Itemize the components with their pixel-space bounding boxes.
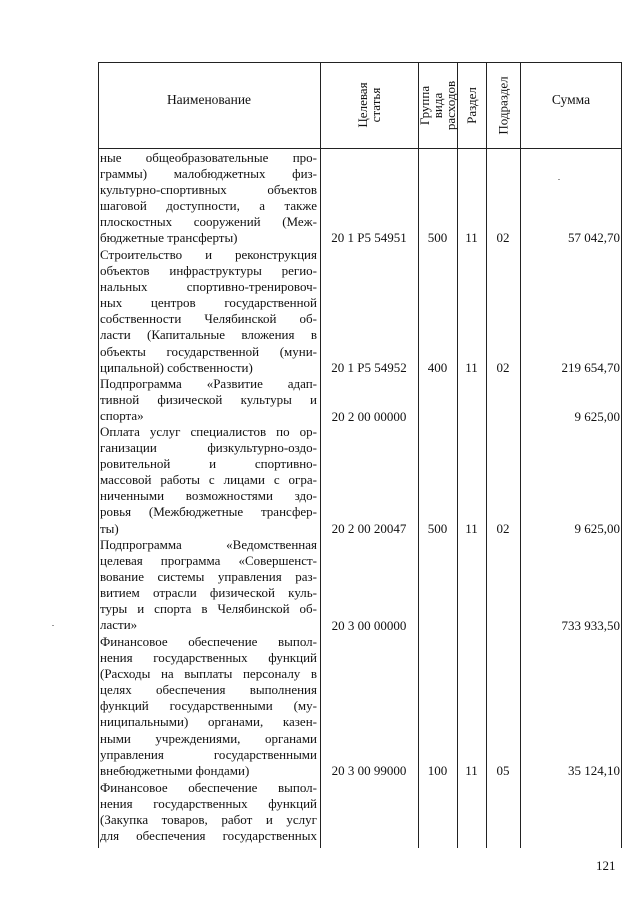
row-name bbox=[100, 634, 317, 779]
name-line: ниципальными) органами, казен- bbox=[100, 714, 317, 730]
name-line: бюджетные трансферты) bbox=[100, 230, 238, 246]
row-section: 11 bbox=[465, 521, 478, 536]
row-sum: 733 933,50 bbox=[561, 618, 620, 633]
name-line: нения государственных функций bbox=[100, 650, 317, 666]
name-line: Финансовое обеспечение выпол- bbox=[100, 634, 317, 649]
column-divider bbox=[320, 62, 321, 848]
row-subsection: 02 bbox=[496, 521, 510, 536]
row-expense-group: 500 bbox=[427, 230, 448, 245]
name-line: ганизации физкультурно-оздо- bbox=[100, 440, 317, 456]
name-line: ты) bbox=[100, 520, 119, 536]
row-sum: 35 124,10 bbox=[568, 763, 620, 778]
row-name bbox=[100, 247, 317, 376]
name-line: витием отрасли физической куль- bbox=[100, 585, 317, 601]
header-sum: Сумма bbox=[551, 92, 591, 107]
name-line: вование системы управления раз- bbox=[100, 569, 317, 585]
name-line: объекты государственной (муни- bbox=[100, 343, 317, 359]
scan-speck bbox=[558, 179, 560, 180]
name-line: для обеспечения государственных bbox=[100, 828, 317, 844]
header-section bbox=[457, 62, 486, 148]
row-sum: 57 042,70 bbox=[568, 230, 620, 245]
header-target-article-label: Целевая статья bbox=[355, 82, 383, 128]
page-number: 121 bbox=[596, 858, 616, 873]
name-line: нальных спортивно-тренировоч- bbox=[100, 279, 317, 295]
column-divider bbox=[621, 62, 622, 848]
row-target-article: 20 1 P5 54952 bbox=[331, 360, 407, 375]
column-divider bbox=[457, 62, 458, 848]
row-subsection: 05 bbox=[496, 763, 510, 778]
column-divider bbox=[520, 62, 521, 848]
name-line: ных центров государственной bbox=[100, 295, 317, 311]
row-sum: 9 625,00 bbox=[574, 409, 620, 424]
name-line: Строительство и реконструкция bbox=[100, 247, 317, 262]
name-line: ными учреждениями, органами bbox=[100, 730, 317, 746]
row-name bbox=[100, 150, 317, 247]
name-line: объектов инфраструктуры регио- bbox=[100, 263, 317, 279]
budget-table bbox=[98, 62, 622, 848]
name-line: ципальной) собственности) bbox=[100, 359, 253, 375]
row-name bbox=[100, 780, 317, 844]
name-line: массовой работы с лицами с огра- bbox=[100, 472, 317, 488]
name-line: функций государственными (му- bbox=[100, 698, 317, 714]
row-expense-group: 400 bbox=[427, 360, 448, 375]
header-expense-group bbox=[418, 62, 457, 148]
header-target-article bbox=[320, 62, 418, 148]
name-line: шаговой доступности, а также bbox=[100, 198, 317, 214]
header-bottom-border bbox=[98, 148, 622, 149]
name-line: Подпрограмма «Развитие адап- bbox=[100, 376, 317, 391]
name-line: культурно-спортивных объектов bbox=[100, 182, 317, 198]
header-name: Наименование bbox=[166, 92, 252, 107]
name-line: целевая программа «Совершенст- bbox=[100, 553, 317, 569]
name-line: туры и спорта в Челябинской об- bbox=[100, 601, 317, 617]
row-target-article: 20 2 00 20047 bbox=[331, 521, 407, 536]
row-section: 11 bbox=[465, 763, 478, 778]
name-line: собственности Челябинской об- bbox=[100, 311, 317, 327]
row-target-article: 20 1 P5 54951 bbox=[331, 230, 407, 245]
row-subsection: 02 bbox=[496, 230, 510, 245]
row-sum: 9 625,00 bbox=[574, 521, 620, 536]
name-line: (Расходы на выплаты персоналу в bbox=[100, 666, 317, 682]
row-section: 11 bbox=[465, 230, 478, 245]
name-line: ные общеобразовательные про- bbox=[100, 150, 317, 165]
row-section: 11 bbox=[465, 360, 478, 375]
row-target-article: 20 3 00 00000 bbox=[331, 618, 407, 633]
column-divider bbox=[486, 62, 487, 848]
name-line: спорта» bbox=[100, 408, 144, 424]
scan-speck bbox=[52, 625, 54, 626]
row-expense-group: 500 bbox=[427, 521, 448, 536]
row-subsection: 02 bbox=[496, 360, 510, 375]
name-line: нения государственных функций bbox=[100, 796, 317, 812]
name-line: (Закупка товаров, работ и услуг bbox=[100, 812, 317, 828]
name-line: Оплата услуг специалистов по ор- bbox=[100, 424, 317, 439]
row-name bbox=[100, 537, 317, 634]
row-target-article: 20 3 00 99000 bbox=[331, 763, 407, 778]
name-line: целях обеспечения выполнения bbox=[100, 682, 317, 698]
name-line: Финансовое обеспечение выпол- bbox=[100, 780, 317, 795]
header-subsection bbox=[486, 62, 520, 148]
row-name bbox=[100, 424, 317, 537]
name-line: плоскостных сооружений (Меж- bbox=[100, 214, 317, 230]
header-subsection-label: Подраздел bbox=[495, 75, 511, 135]
name-line: внебюджетными фондами) bbox=[100, 762, 250, 778]
name-line: ровья (Межбюджетные трансфер- bbox=[100, 504, 317, 520]
name-line: ласти» bbox=[100, 617, 138, 633]
row-sum: 219 654,70 bbox=[561, 360, 620, 375]
row-expense-group: 100 bbox=[427, 763, 448, 778]
name-line: ниченными возможностями здо- bbox=[100, 488, 317, 504]
name-line: граммы) малобюджетных физ- bbox=[100, 166, 317, 182]
name-line: управления государственными bbox=[100, 746, 317, 762]
header-expense-group-label: Группа вида расходов bbox=[417, 80, 458, 130]
name-line: тивной физической культуры и bbox=[100, 392, 317, 408]
header-section-label: Раздел bbox=[464, 86, 479, 124]
name-line: ровительной и спортивно- bbox=[100, 456, 317, 472]
name-line: Подпрограмма «Ведомственная bbox=[100, 537, 317, 552]
name-line: ласти (Капитальные вложения в bbox=[100, 327, 317, 343]
row-target-article: 20 2 00 00000 bbox=[331, 409, 407, 424]
column-divider bbox=[418, 62, 419, 848]
column-divider bbox=[98, 62, 99, 848]
row-name bbox=[100, 376, 317, 424]
